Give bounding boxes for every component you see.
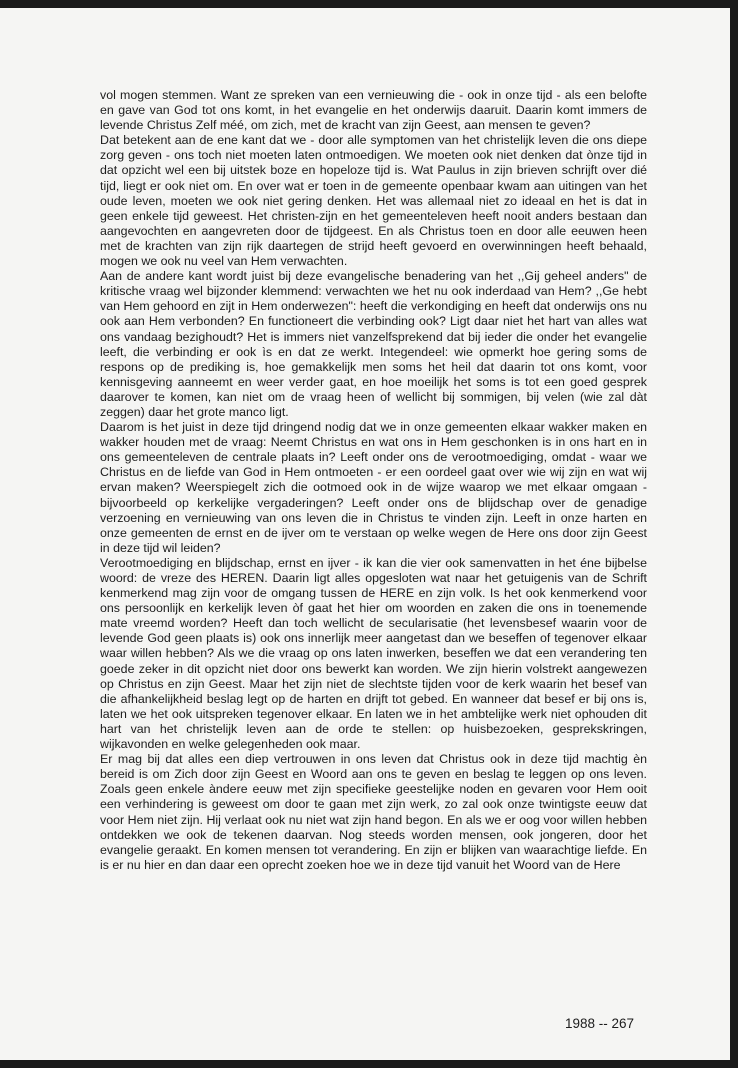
- paragraph: Daarom is het juist in deze tijd dringend nodig dat we in onze gemeenten elkaar wakker maken en wakker houden met de vraag: Neemt Christus en wat ons in Hem geschonken is in ons hart en in ons gemeenteleven de centrale plaats in? Leeft onder ons de verootmoediging, omdat - waar we Christus en de liefde van God in Hem ontmoeten - er een oordeel gaat over wie wij zijn en wat wij ervan maken? Weerspiegelt zich die ootmoed ook in de wijze waarop we met elkaar omgaan - bijvoorbeeld op kerkelijke vergaderingen? Leeft onder ons de blijdschap over de genadige verzoening en vernieuwing van ons leven die in Christus te vinden zijn. Leeft in onze harten en onze gemeenten de ernst en de ijver om te verstaan op welke wegen de Here ons door zijn Geest in deze tijd wil leiden?: [100, 420, 647, 555]
- scan-border-bottom: [0, 1060, 738, 1068]
- scan-border-right: [730, 0, 738, 1060]
- document-page: [0, 8, 730, 1060]
- page-number: 1988 -- 267: [565, 1016, 635, 1031]
- body-text: [100, 88, 647, 873]
- paragraph: Aan de andere kant wordt juist bij deze evangelische benadering van het ,,Gij geheel anders" de kritische vraag wel bijzonder klemmend: verwachten we het nu ook inderdaad van Hem? ,,Ge hebt van Hem gehoord en zijt in Hem onderwezen": heeft die verkondiging en heeft dat onderwijs ons nu ook aan Hem verbonden? En functioneert die verbinding ook? Ligt daar niet het hart van alles wat ons vandaag bezighoudt? Het is immers niet vanzelfsprekend dat bij ieder die onder het evangelie leeft, die verbinding er ook ìs en dat ze werkt. Integendeel: wie opmerkt hoe gering soms de respons op de prediking is, hoe gemakkelijk men soms het heil dat daarin tot ons komt, voor kennisgeving aanneemt en weer verder gaat, en hoe moeilijk het soms is tot een goed gesprek daarover te komen, kan niet om de vraag heen of wellicht bij sommigen, bij velen (wie zal dàt zeggen) daar het grote manco ligt.: [100, 269, 647, 419]
- paragraph: Verootmoediging en blijdschap, ernst en ijver - ik kan die vier ook samenvatten in het éne bijbelse woord: de vreze des HEREN. Daarin ligt alles opgesloten wat naar het getuigenis van de Schrift kenmerkend mag zijn voor de omgang tussen de HERE en zijn volk. Is het ook kenmerkend voor ons persoonlijk en kerkelijk leven òf gaat het hier om woorden en zaken die ons in toenemende mate vreemd worden? Heeft dan toch wellicht de secularisatie (het levensbesef waarin voor de levende God geen plaats is) ook ons innerlijk meer aangetast dan we beseffen of tegenover elkaar waar willen hebben? Als we die vraag op ons laten inwerken, beseffen we dat een verandering ten goede zeker in dit opzicht niet door ons bewerkt kan worden. We zijn hierin volstrekt aangewezen op Christus en zijn Geest. Maar het zijn niet de slechtste tijden voor de kerk waarin het besef van die afhankelijkheid beslag legt op de harten en drijft tot gebed. En wanneer dat besef er bij ons is, laten we het ook uitspreken tegenover elkaar. En laten we in het ambtelijke werk niet ophouden dit hart van het christelijk leven aan de orde te stellen: op huisbezoeken, gesprekskringen, wijkavonden en welke gelegenheden ook maar.: [100, 555, 647, 752]
- paragraph: Dat betekent aan de ene kant dat we - door alle symptomen van het christelijk leven die ons diepe zorg geven - ons toch niet moeten laten ontmoedigen. We moeten ook niet denken dat ònze tijd in dat opzicht wel een bij uitstek boze en hopeloze tijd is. Wat Paulus in zijn brieven schrijft over dié tijd, liegt er ook niet om. En over wat er toen in de gemeente openbaar kwam aan uitingen van het oude leven, moeten we ook niet gering denken. Het was allemaal niet zo ideaal en het is dat in geen enkele tijd geweest. Het christen-zijn en het gemeenteleven heeft nooit anders bestaan dan aangevochten en aangevreten door de tijdgeest. En als Christus toen en door alle eeuwen heen met de krachten van zijn rijk daartegen de strijd heeft gevoerd en overwinningen heeft behaald, mogen we ook nu veel van Hem verwachten.: [100, 133, 647, 269]
- paragraph: vol mogen stemmen. Want ze spreken van een vernieuwing die - ook in onze tijd - als een belofte en gave van God tot ons komt, in het evangelie en het onderwijs daaruit. Daarin komt immers de levende Christus Zelf méé, om zich, met de kracht van zijn Geest, aan mensen te geven?: [100, 88, 647, 133]
- scan-border-top: [0, 0, 738, 8]
- paragraph: Er mag bij dat alles een diep vertrouwen in ons leven dat Christus ook in deze tijd machtig èn bereid is om Zich door zijn Geest en Woord aan ons te geven en beslag te leggen op ons leven. Zoals geen enkele àndere eeuw met zijn specifieke geestelijke noden en gevaren voor Hem ooit een verhindering is geweest om door te gaan met zijn werk, zo zal ook onze twintigste eeuw dat voor Hem niet zijn. Hij verlaat ook nu niet wat zijn hand begon. En als we er oog voor willen hebben ontdekken we ook de tekenen daarvan. Nog steeds worden mensen, ook jongeren, door het evangelie geraakt. En komen mensen tot verandering. En zijn er blijken van waarachtige liefde. En is er nu hier en dan daar een oprecht zoeken hoe we in deze tijd vanuit het Woord van de Here: [100, 752, 647, 872]
